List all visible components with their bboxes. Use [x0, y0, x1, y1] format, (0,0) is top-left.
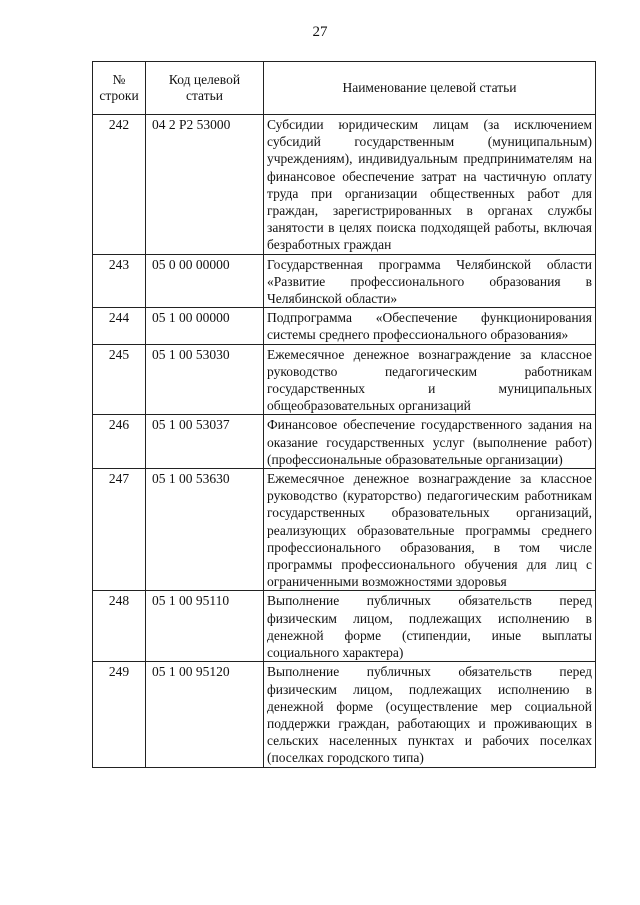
row-number-cell: 242 [93, 115, 146, 255]
code-cell: 05 1 00 53037 [146, 415, 264, 469]
row-number-cell: 243 [93, 254, 146, 308]
code-cell: 05 1 00 95120 [146, 662, 264, 767]
name-cell: Выполнение публичных обязательств перед физическим лицом, подлежащих исполнению в денежной форме (осуществление мер социальной поддержки граждан, работающих и проживающих в сельских населенных пунктах и рабочих поселках (поселках городского типа) [264, 662, 596, 767]
code-cell: 05 1 00 00000 [146, 308, 264, 344]
budget-classification-table [92, 61, 596, 768]
code-cell: 05 1 00 53030 [146, 344, 264, 415]
column-header-row-number: № строки [93, 62, 146, 115]
table-row [93, 115, 596, 255]
row-number-cell: 244 [93, 308, 146, 344]
table-row [93, 469, 596, 591]
code-cell: 04 2 Р2 53000 [146, 115, 264, 255]
row-number-cell: 245 [93, 344, 146, 415]
name-cell: Субсидии юридическим лицам (за исключением субсидий государственным (муниципальным) учреждениям), индивидуальным предпринимателям на финансовое обеспечение затрат на частичную оплату труда при организации общественных работ для граждан, зарегистрированных в органах службы занятости в целях поиска подходящей работы, включая безработных граждан [264, 115, 596, 255]
table-row [93, 415, 596, 469]
name-cell: Государственная программа Челябинской области «Развитие профессионального образования в Челябинской области» [264, 254, 596, 308]
name-cell: Финансовое обеспечение государственного задания на оказание государственных услуг (выполнение работ) (профессиональные образовательные организации) [264, 415, 596, 469]
name-cell: Ежемесячное денежное вознаграждение за классное руководство (кураторство) педагогическим работникам государственных образовательных организаций, реализующих образовательные программы среднего профессионального образования, в том числе программы профессионального обучения для лиц с ограниченными возможностями здоровья [264, 469, 596, 591]
code-cell: 05 0 00 00000 [146, 254, 264, 308]
page-number: 27 [312, 24, 328, 40]
table-row [93, 591, 596, 662]
table-row [93, 308, 596, 344]
row-number-cell: 247 [93, 469, 146, 591]
name-cell: Подпрограмма «Обеспечение функционирования системы среднего профессионального образования» [264, 308, 596, 344]
column-header-name: Наименование целевой статьи [264, 62, 596, 115]
row-number-cell: 246 [93, 415, 146, 469]
name-cell: Выполнение публичных обязательств перед физическим лицом, подлежащих исполнению в денежной форме (стипендии, иные выплаты социального характера) [264, 591, 596, 662]
table-row [93, 662, 596, 767]
table-row [93, 254, 596, 308]
row-number-cell: 249 [93, 662, 146, 767]
column-header-code: Код целевой статьи [146, 62, 264, 115]
code-cell: 05 1 00 95110 [146, 591, 264, 662]
code-cell: 05 1 00 53630 [146, 469, 264, 591]
row-number-cell: 248 [93, 591, 146, 662]
name-cell: Ежемесячное денежное вознаграждение за классное руководство педагогическим работникам государственных и муниципальных общеобразовательных организаций [264, 344, 596, 415]
table-header-row [93, 62, 596, 115]
table-row [93, 344, 596, 415]
